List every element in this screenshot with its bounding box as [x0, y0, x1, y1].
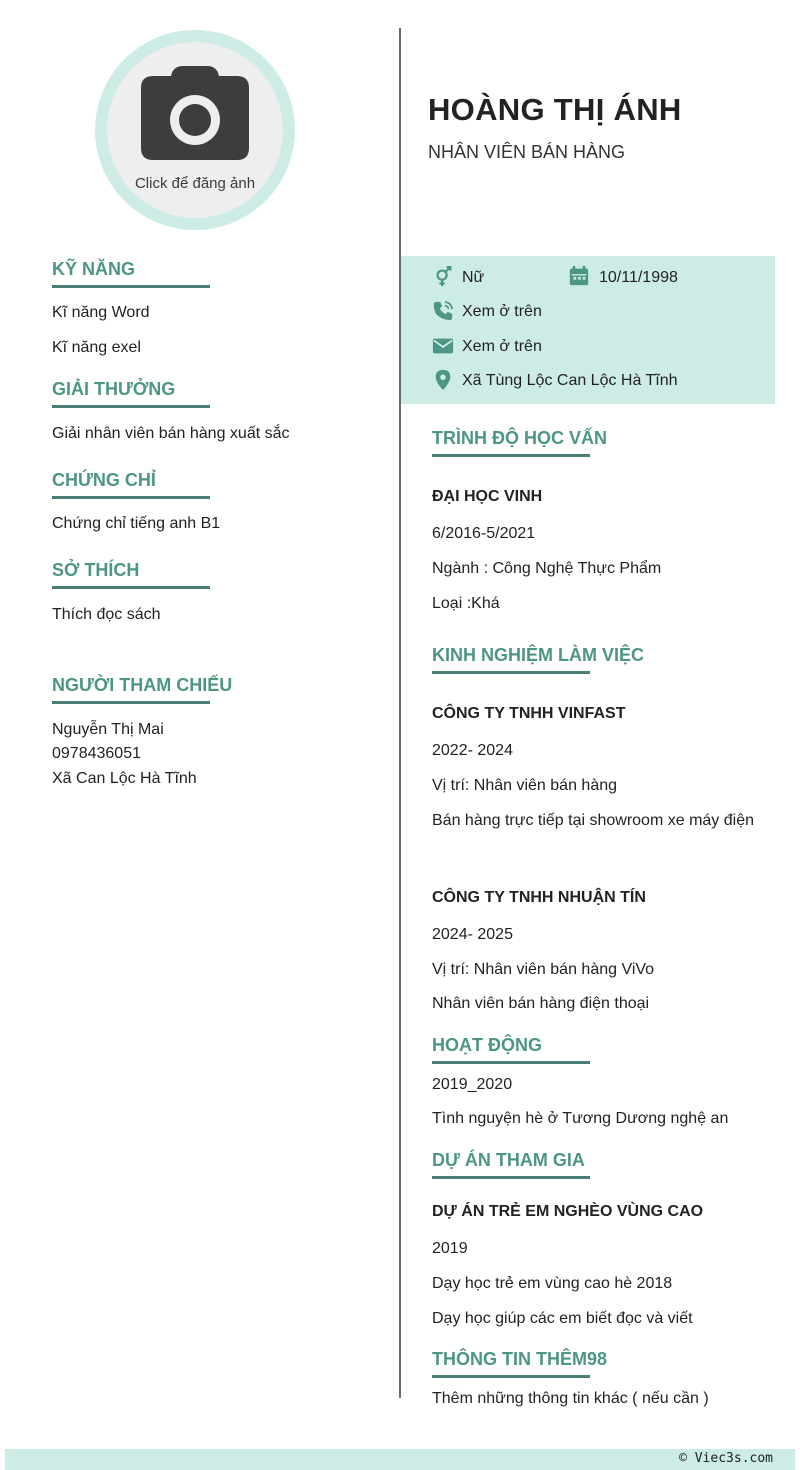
projects-section — [432, 1149, 590, 1179]
experience-section — [432, 644, 644, 674]
education-title: TRÌNH ĐỘ HỌC VẤN — [432, 428, 607, 448]
activity-period: 2019_2020 — [432, 1076, 513, 1093]
location-icon — [432, 369, 454, 391]
education-period: 6/2016-5/2021 — [432, 525, 536, 542]
more-info-section — [432, 1348, 607, 1378]
awards-title: GIẢI THƯỞNG — [52, 379, 176, 399]
certificate-item: Chứng chỉ tiếng anh B1 — [52, 515, 221, 532]
email-icon — [432, 335, 454, 357]
job-company: CÔNG TY TNHH NHUẬN TÍN — [432, 889, 646, 906]
section-underline — [432, 1375, 590, 1378]
section-underline — [52, 586, 210, 589]
more-info-title: THÔNG TIN THÊM98 — [432, 1349, 608, 1369]
education-section — [432, 427, 607, 457]
address-value: Xã Tùng Lộc Can Lộc Hà Tĩnh — [462, 372, 678, 389]
dob-value: 10/11/1998 — [599, 269, 678, 286]
section-underline — [52, 701, 210, 704]
more-info-text: Thêm những thông tin khác ( nếu cần ) — [432, 1390, 709, 1407]
project-year: 2019 — [432, 1240, 468, 1257]
job-description: Nhân viên bán hàng điện thoại — [432, 995, 650, 1012]
award-item: Giải nhân viên bán hàng xuất sắc — [52, 425, 290, 442]
footer-bar — [5, 1449, 795, 1470]
activity-description: Tình nguyện hè ở Tương Dương nghệ an — [432, 1110, 729, 1127]
project-line: Dạy học giúp các em biết đọc và viết — [432, 1310, 693, 1327]
skills-title: KỸ NĂNG — [52, 259, 136, 279]
phone-value: Xem ở trên — [462, 303, 542, 320]
hobbies-title: SỞ THÍCH — [52, 560, 140, 580]
education-school: ĐẠI HỌC VINH — [432, 488, 543, 505]
hobbies-section — [52, 559, 210, 589]
candidate-name: HOÀNG THỊ ÁNH — [428, 92, 682, 127]
hobby-item: Thích đọc sách — [52, 606, 161, 623]
reference-address: Xã Can Lộc Hà Tĩnh — [52, 770, 197, 787]
job-period: 2024- 2025 — [432, 926, 513, 943]
project-name: DỰ ÁN TRẺ EM NGHÈO VÙNG CAO — [432, 1203, 704, 1220]
footer-copyright[interactable]: © Viec3s.com — [679, 1451, 773, 1466]
section-underline — [52, 285, 210, 288]
section-underline — [432, 1176, 590, 1179]
education-rank: Loại :Khá — [432, 595, 500, 612]
section-underline — [52, 496, 210, 499]
calendar-icon — [568, 265, 590, 287]
references-title: NGƯỜI THAM CHIẾU — [52, 675, 233, 695]
skill-item: Kĩ năng exel — [52, 339, 141, 356]
personal-info-box — [401, 256, 775, 404]
column-divider — [399, 28, 401, 1398]
candidate-title: NHÂN VIÊN BÁN HÀNG — [428, 142, 626, 162]
photo-placeholder[interactable] — [107, 42, 283, 218]
awards-section — [52, 378, 210, 408]
email-value: Xem ở trên — [462, 338, 542, 355]
gender-value: Nữ — [462, 269, 485, 286]
activities-title: HOẠT ĐỘNG — [432, 1035, 542, 1055]
job-company: CÔNG TY TNHH VINFAST — [432, 705, 626, 722]
job-position: Vị trí: Nhân viên bán hàng — [432, 777, 618, 794]
job-period: 2022- 2024 — [432, 742, 513, 759]
job-description: Bán hàng trực tiếp tại showroom xe máy điện — [432, 812, 754, 829]
projects-title: DỰ ÁN THAM GIA — [432, 1150, 585, 1170]
reference-name: Nguyễn Thị Mai — [52, 721, 164, 738]
experience-title: KINH NGHIỆM LÀM VIỆC — [432, 645, 645, 665]
upload-photo-label[interactable]: Click để đăng ảnh — [134, 175, 256, 192]
project-line: Dạy học trẻ em vùng cao hè 2018 — [432, 1275, 673, 1292]
gender-icon — [432, 266, 454, 288]
phone-icon — [432, 300, 454, 322]
camera-icon — [141, 66, 249, 160]
skills-section — [52, 258, 210, 288]
section-underline — [432, 454, 590, 457]
references-section — [52, 674, 232, 704]
section-underline — [432, 1061, 590, 1064]
certificates-title: CHỨNG CHỈ — [52, 470, 156, 490]
certificates-section — [52, 469, 210, 499]
activities-section — [432, 1034, 590, 1064]
education-major: Ngành : Công Nghệ Thực Phẩm — [432, 560, 662, 577]
reference-phone: 0978436051 — [52, 745, 141, 762]
section-underline — [432, 671, 590, 674]
profile-photo[interactable] — [95, 30, 295, 230]
job-position: Vị trí: Nhân viên bán hàng ViVo — [432, 961, 655, 978]
section-underline — [52, 405, 210, 408]
skill-item: Kĩ năng Word — [52, 304, 150, 321]
